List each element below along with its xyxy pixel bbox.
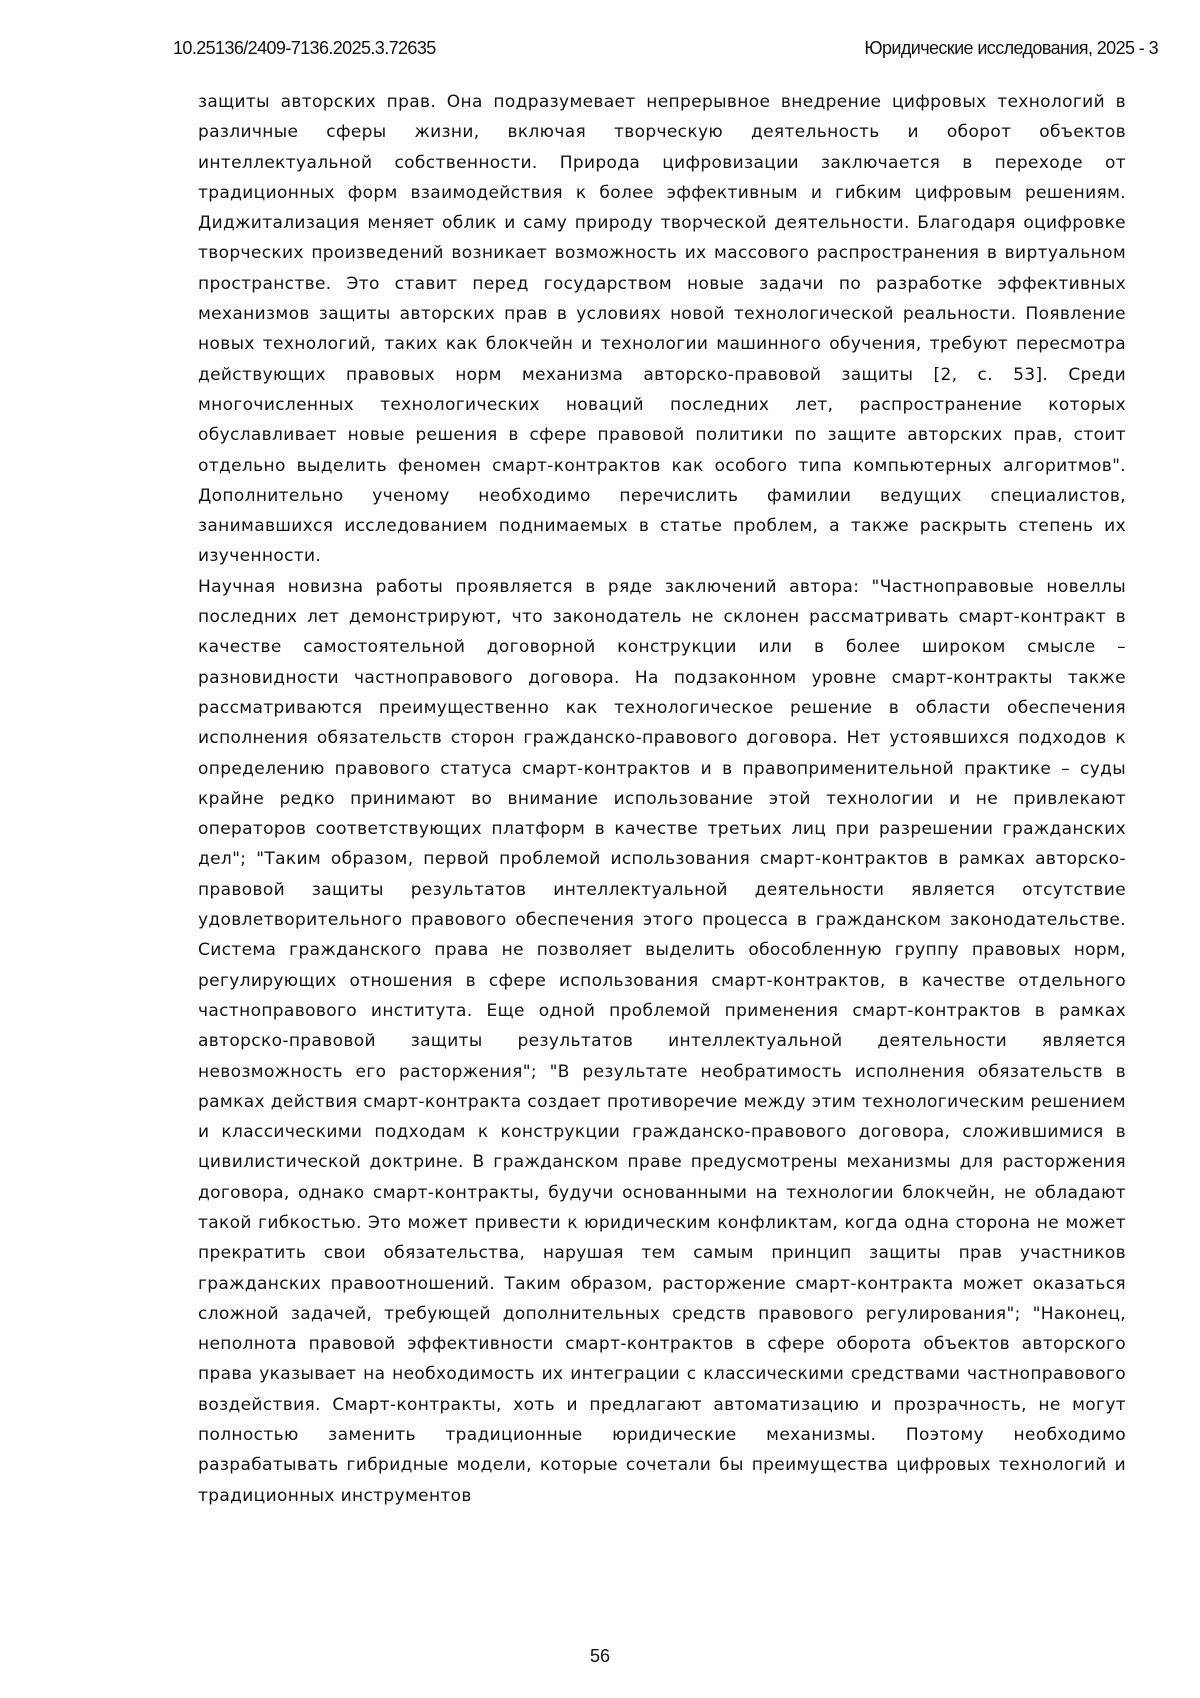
paragraph-2: Научная новизна работы проявляется в ряде заключений автора: "Частноправовые новеллы последних лет демонстрируют, что законодатель не склонен рассматривать смарт-контракт в качестве самостоятельной договорной конструкции или в более широком смысле – разновидности частноправового договора. На подзаконном уровне смарт-контракты также рассматриваются преимущественно как технологическое решение в области обеспечения исполнения обязательств сторон гражданско-правового договора. Нет устоявшихся подходов к определению правового статуса смарт-контрактов и в правоприменительной практике – суды крайне редко принимают во внимание использование этой технологии и не привлекают операторов соответствующих платформ в качестве третьих лиц при разрешении гражданских дел"; "Таким образом, первой проблемой использования смарт-контрактов в рамках авторско-правовой защиты результатов интеллектуальной деятельности является отсутствие удовлетворительного правового обеспечения этого процесса в гражданском законодательстве. Система гражданского права не позволяет выделить обособленную группу правовых норм, регулирующих отношения в сфере использования смарт-контрактов, в качестве отдельного частноправового института. Еще одной проблемой применения смарт-контрактов в рамках авторско-правовой защиты результатов интеллектуальной деятельности является невозможность его расторжения"; "В результате необратимость исполнения обязательств в рамках действия смарт-контракта создает противоречие между этим технологическим решением и классическими подходам к конструкции гражданско-правового договора, сложившимися в цивилистической доктрине. В гражданском праве предусмотрены механизмы для расторжения договора, однако смарт-контракты, будучи основанными на технологии блокчейн, не обладают такой гибкостью. Это может привести к юридическим конфликтам, когда одна сторона не может прекратить свои обязательства, нарушая тем самым принцип защиты прав участников гражданских правоотношений. Таким образом, расторжение смарт-контракта может оказаться сложной задачей, требующей дополнительных средств правового регулирования"; "Наконец, неполнота правовой эффективности смарт-контрактов в сфере оборота объектов авторского права указывает на необходимость их интеграции с классическими средствами частноправового воздействия. Смарт-контракты, хоть и предлагают автоматизацию и прозрачность, не могут полностью заменить традиционные юридические механизмы. Поэтому необходимо разрабатывать гибридные модели, которые сочетали бы преимущества цифровых технологий и традиционных инструментов [198, 576, 1126, 1506]
article-body [198, 87, 1126, 1511]
doi-header: 10.25136/2409-7136.2025.3.72635 [173, 38, 436, 58]
journal-header: Юридические исследования, 2025 - 3 [864, 38, 1158, 58]
page-number: 56 [589, 1646, 611, 1666]
paragraph-1: защиты авторских прав. Она подразумевает непрерывное внедрение цифровых технологий в различные сферы жизни, включая творческую деятельность и оборот объектов интеллектуальной собственности. Природа цифровизации заключается в переходе от традиционных форм взаимодействия к более эффективным и гибким цифровым решениям. Диджитализация меняет облик и саму природу творческой деятельности. Благодаря оцифровке творческих произведений возникает возможность их массового распространения в виртуальном пространстве. Это ставит перед государством новые задачи по разработке эффективных механизмов защиты авторских прав в условиях новой технологической реальности. Появление новых технологий, таких как блокчейн и технологии машинного обучения, требуют пересмотра действующих правовых норм механизма авторско-правовой защиты [2, с. 53]. Среди многочисленных технологических новаций последних лет, распространение которых обуславливает новые решения в сфере правовой политики по защите авторских прав, стоит отдельно выделить феномен смарт-контрактов как особого типа компьютерных алгоритмов". Дополнительно ученому необходимо перечислить фамилии ведущих специалистов, занимавшихся исследованием поднимаемых в статье проблем, а также раскрыть степень их изученности. [198, 92, 1126, 567]
